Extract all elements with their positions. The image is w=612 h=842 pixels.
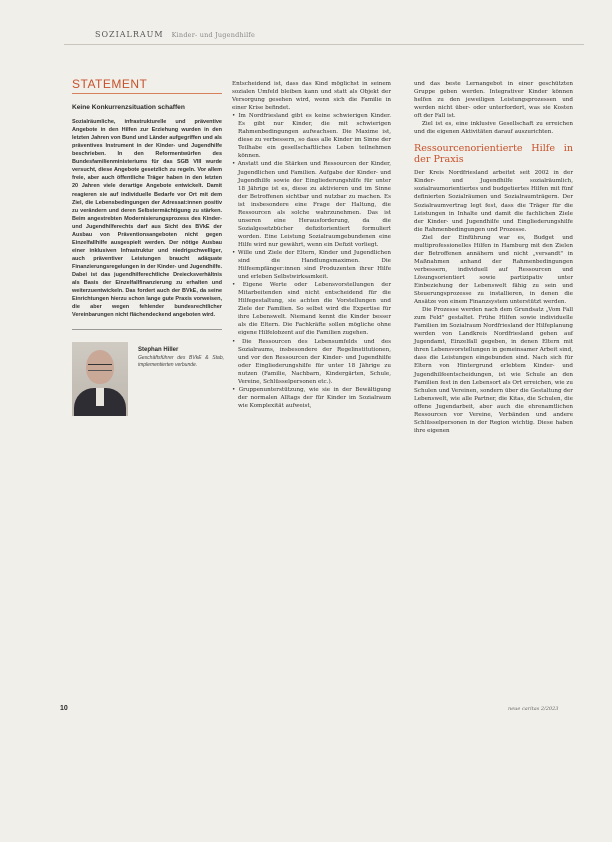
statement-body: Sozialräumliche, infrastrukturelle und präventive Angebote in den Hilfen zur Erziehung wurden in den letzten Jahren von Bund und Länder aufgegriffen und als präventives Instrument in der Kinder- und Jugendhilfe beschrieben. In den Reformentwürfen des Bundesfamilienministeriums für das SGB VIII wurde versucht, diese Angebote gesetzlich zu regeln. Vor allem freie, aber auch öffentliche Träger haben in den letzten 20 Jahren viele derartige Angebote entwickelt. Damit reagieren sie auf individuelle Bedarfe vor Ort mit dem Ziel, die Lebensbedingungen der Adressat:innen positiv zu verändern und deren Selbstermächtigung zu stärken. Beim angestrebten Modernisierungsprozess des Kinder- und Jugendhilferechts darf aus Sicht des BVkE der Ausbau von Präventionsangeboten nicht gegen Einzelfallhilfe ausgespielt werden. Der nötige Ausbau einer inklusiven Infrastruktur und niedrigschwelliger, auch präventiver Leistungen braucht adäquate Finanzierungsregelungen in der Kinder- und Jugendhilfe. Dabei ist das jugendhilferechtliche Dreiecksverhältnis als Basis der Einzelfallfinanzierung zu erhalten und weiterzuentwickeln. Das fordert auch der BVkE, da seine Einrichtungen hierzu schon lange gute Praxis vorweisen, die aber wegen fehlender bundesrechtlicher Vereinbarungen nicht flächendeckend angeboten wird. [72,119,222,319]
right-column [414,80,573,435]
section-heading: Ressourcenorientierte Hilfe in der Praxis [414,143,573,165]
author-description: Geschäftsführer des BVkE & Stab, implementierten verbunde. [138,355,224,369]
middle-column [232,80,391,410]
paragraph: Der Kreis Nordfriesland arbeitet seit 2002 in der Kinder- und Jugendhilfe sozialräumlich, sozialraumorientiertes und budgetiertes Hilfen mit fünf definierten Sozialräumen und Sozialraumträgern. Der Sozialraumvertrag legt fest, dass die Träger für die Leistungen in Inhalte und damit die fachlichen Ziele der Kinder- und Jugendhilfe und Eingliederungshilfe die Rahmenbedingungen und Prozesse. [414,170,573,233]
header-section: SOZIALRAUM [95,30,164,39]
page-number: 10 [60,705,68,712]
journal-footer: neue caritas 2/2023 [508,706,559,712]
paragraph: Entscheidend ist, dass das Kind möglichst in seinem sozialen Umfeld bleiben kann und statt als Objekt der Versorgung gesehen wird, wenn sich die Familie in einer Krise befindet. [232,81,391,112]
header-divider [64,44,584,45]
bullet-item: • Eigene Werte oder Lebensvorstellungen der Mitarbeitenden sind nicht entscheidend für die Hilfegestaltung, sie achten die Vorstellungen und Ziele der Familien. So selbst wird die Expertise für ihre Lebenswelt. Niemand kennt die Kinder besser als die Eltern. Die Fachkräfte sollen mögliche ohne eigene Hilfelobzent auf die Familien zugehen. [232,282,391,337]
author-name: Stephan Hiller [138,347,179,354]
statement-label: STATEMENT [72,77,148,91]
bullet-item: • Anstatt und die Stärken und Ressourcen der Kinder, Jugendlichen und Familien. Aufgabe der Kinder- und Jugendhilfe sowie der Eingliederungshilfe für unter 18 Jährige ist es, diese zu aktivieren und im Sinne der Betroffenen sichtbar und nutzbar zu machen. Es ist insbesondere eine Frage der Haltung, die Ressourcen als solche wahrzunehmen. Das ist unseren eine Herausforderung, da die Sozialgesetzbücher defizitorientiert formuliert worden. Eine Leistung Sozialraumgebundenen eine Hilfe wird nur gewährt, wenn ein Defizit vorliegt. [232,161,391,248]
bullet-item: • Wille und Ziele der Eltern, Kinder und Jugendlichen sind die Handlungsmaximen. Die Hilfeempfänger:innen sind Produzenten ihrer Hilfe und erleben Selbstwirksamkeit. [232,249,391,281]
author-photo [72,342,128,416]
author-info [138,346,224,369]
running-header [95,30,255,39]
bullet-item: • Gruppenunterstützung, wie sie in der Bewältigung der normalen Alltags der für Kinder im Sozialraum wie Komplexität aufweist, [232,386,391,409]
bullet-item: • Die Ressourcen des Lebensumfelds und des Sozialraums, insbesondere der Regelinstitutionen, und vor den Ressourcen der Kinder- und Jugendhilfe oder Eingliederungshilfe für unter 18 Jährige zu nutzen (Familie, Nachbarn, Kindergärten, Schule, Vereine, Schlüsselpersonen etc.). [232,338,391,385]
statement-rule [72,93,222,94]
author-divider [72,329,222,330]
statement-heading: Keine Konkurrenzsituation schaffen [72,104,185,112]
header-subtitle: Kinder- und Jugendhilfe [171,31,256,39]
bullet-item: • Im Nordfriesland gibt es keine schwierigen Kinder. Es gibt nur Kinder, die mit schwierigen Rahmenbedingungen aufwachsen. Die Maxime ist, diese zu verbessern, so dass alle Kinder im Sinne der Teilhabe ein gesellschaftliches Leben teilnehmen können. [232,113,391,160]
paragraph: Ziel ist es, eine inklusive Gesellschaft zu erreichen und die eigenen Aktivitäten darauf auszurichten. [414,121,573,136]
statement-column [72,77,224,416]
paragraph: und das beste Lernangebot in einer geschützten Gruppe geben werden. Integrativer Kinder können helfen zu den jeweiligen Leistungsprozessen und werden nicht über- oder unterfordert, was sie Kosten oft der Fall ist. [414,81,573,120]
paragraph: Die Prozesse werden nach dem Grundsatz „Vom Fall zum Feld" gestaltet. Frühe Hilfen sowie individuelle Familien im Sozialraum Nordfriesland der Hilfeplanung werden von Landkreis Nordfriesland gehen auf Jugendamt, Einzelfall gegeben, in denen Eltern mit ihren Lebensvorstellungen in gemeinsamer Arbeit sind, dass die Leistungen eingebunden sind. Nach sich für Eltern von Hintergrund erlebtem Kinder- und Jugendhilfeentscheidungen, ist wie Schule an den Familien fest in den Lebensort als Ort erreichen, wie zu Schulen und Vereinen, sondern über die Gestaltung der Lebenswelt, wie alle Partner, die Kitas, die Schulen, die offene Jugendarbeit, aber auch die ehrenamtlichen Ressourcen vor Vereine, Verbänden und andere Schlüsselpersonen in der Region wichtig. Diese haben ihre eigenen [414,307,573,434]
author-block [72,338,222,416]
paragraph: Ziel der Einführung war es, Budget und multiprofessionelles Hilfen in Hamburg mit den Zielen der Betroffenen annähern und nicht „versandt" in Maßnahmen anhand der Rahmenbedingungen verbessern, individuell auf Ressourcen und Lösungsorientiert sowie partizipativ unter Einbeziehung der Lebenswelt fähig zu sein und Steuerungsprozesse zu installieren, in denen die Ansätze von einem Finanzsystem unterstützt werden. [414,234,573,306]
